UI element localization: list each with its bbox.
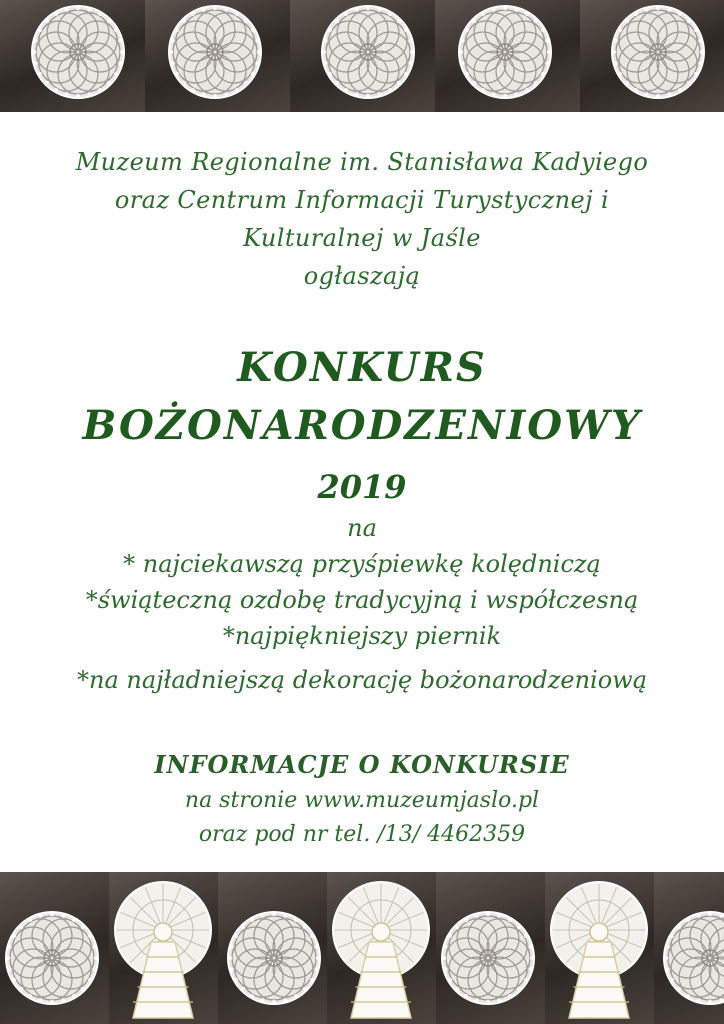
lace-ornament-icon (32, 6, 124, 98)
lace-ornament-photo (654, 872, 724, 1024)
lace-angel-photo (545, 872, 654, 1024)
lace-ornament-photo (580, 0, 724, 112)
lace-ornament-icon (322, 6, 414, 98)
poster-text (0, 112, 724, 872)
organizer-line-1: Muzeum Regionalne im. Stanisława Kadyiego (75, 148, 649, 176)
lace-angel-icon (115, 882, 211, 1018)
lace-ornament-icon (6, 912, 98, 1004)
info-heading: INFORMACJE O KONKURSIE (154, 750, 570, 779)
lace-ornament-photo (218, 872, 327, 1024)
title-line-1: KONKURS (237, 344, 487, 391)
info-phone: oraz pod nr tel. /13/ 4462359 (198, 822, 526, 847)
lace-ornament-photo (436, 872, 545, 1024)
lace-angel-photo (327, 872, 436, 1024)
category-item: *najpiękniejszy piernik (222, 622, 502, 650)
lace-ornament-photo (435, 0, 580, 112)
lace-angel-photo (109, 872, 218, 1024)
lace-ornament-icon (459, 6, 551, 98)
lace-ornament-photo (0, 0, 145, 112)
bottom-photo-strip (0, 872, 724, 1024)
lace-ornament-icon (228, 912, 320, 1004)
lace-ornament-icon (612, 6, 704, 98)
top-photo-strip (0, 0, 724, 112)
category-item: *świąteczną ozdobę tradycyjną i współczesną (85, 586, 639, 614)
lace-angel-icon (551, 882, 647, 1018)
lace-ornament-photo (145, 0, 290, 112)
lace-ornament-icon (169, 6, 261, 98)
title-line-2: BOŻONARODZENIOWY (82, 402, 642, 449)
info-website: na stronie www.muzeumjaslo.pl (184, 788, 540, 813)
year: 2019 (317, 468, 407, 506)
category-item: *na najładniejszą dekorację bożonarodzeniową (76, 666, 648, 694)
lace-ornament-icon (664, 912, 724, 1004)
na-line: na (347, 514, 377, 542)
lace-angel-icon (333, 882, 429, 1018)
lace-ornament-photo (0, 872, 109, 1024)
organizer-line-2: oraz Centrum Informacji Turystycznej i (114, 186, 610, 214)
announce-line: ogłaszają (303, 262, 421, 290)
category-item: * najciekawszą przyśpiewkę kolędniczą (123, 550, 601, 578)
lace-ornament-icon (442, 912, 534, 1004)
organizer-line-3: Kulturalnej w Jaśle (243, 224, 481, 252)
lace-ornament-photo (290, 0, 435, 112)
